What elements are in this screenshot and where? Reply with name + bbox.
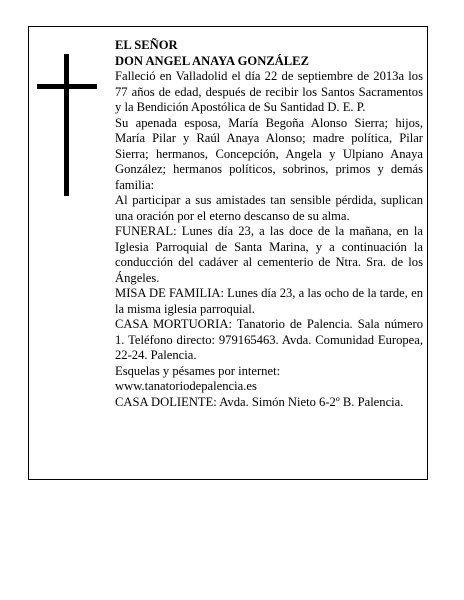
cross-icon-arm	[37, 84, 97, 89]
family-mass-info: MISA DE FAMILIA: Lunes día 23, a las ocho de la tarde, en la misma iglesia parroquial.	[115, 286, 423, 316]
online-condolences-url: www.tanatoriodepalencia.es	[115, 379, 257, 393]
online-condolences-label: Esquelas y pésames por internet:	[115, 363, 281, 378]
funeral-info: FUNERAL: Lunes día 23, a las doce de la mañana, en la Iglesia Parroquial de Santa Marina, y a continuación la conducción del cadáver al cementerio de Ntra. Sra. de los Ángeles.	[115, 224, 423, 285]
mortuary-info: CASA MORTUORIA: Tanatorio de Palencia. Sala número 1. Teléfono directo: 979165463. Avda. Comunidad Europea, 22-24. Palencia.	[115, 317, 423, 362]
title-line: EL SEÑOR	[115, 38, 178, 52]
prayer-request: Al participar a sus amistades tan sensible pérdida, suplican una oración por el eterno descanso de su alma.	[115, 193, 423, 223]
deceased-name: DON ANGEL ANAYA GONZÁLEZ	[115, 53, 309, 68]
family-list: Su apenada esposa, María Begoña Alonso Sierra; hijos, María Pilar y Raúl Anaya Alonso; madre política, Pilar Sierra; hermanos, Concepción, Angela y Ulpiano Anaya González; hermanos políticos, sobrinos, primos y demás familia:	[115, 115, 423, 192]
death-notice: Falleció en Valladolid el día 22 de septiembre de 2013a los 77 años de edad, después de recibir los Santos Sacramentos y la Bendición Apostólica de Su Santidad D. E. P.	[115, 69, 423, 114]
cross-icon	[64, 54, 69, 196]
mourning-house-info: CASA DOLIENTE: Avda. Simón Nieto 6-2º B. Palencia.	[115, 394, 404, 409]
obituary-text	[115, 38, 423, 410]
